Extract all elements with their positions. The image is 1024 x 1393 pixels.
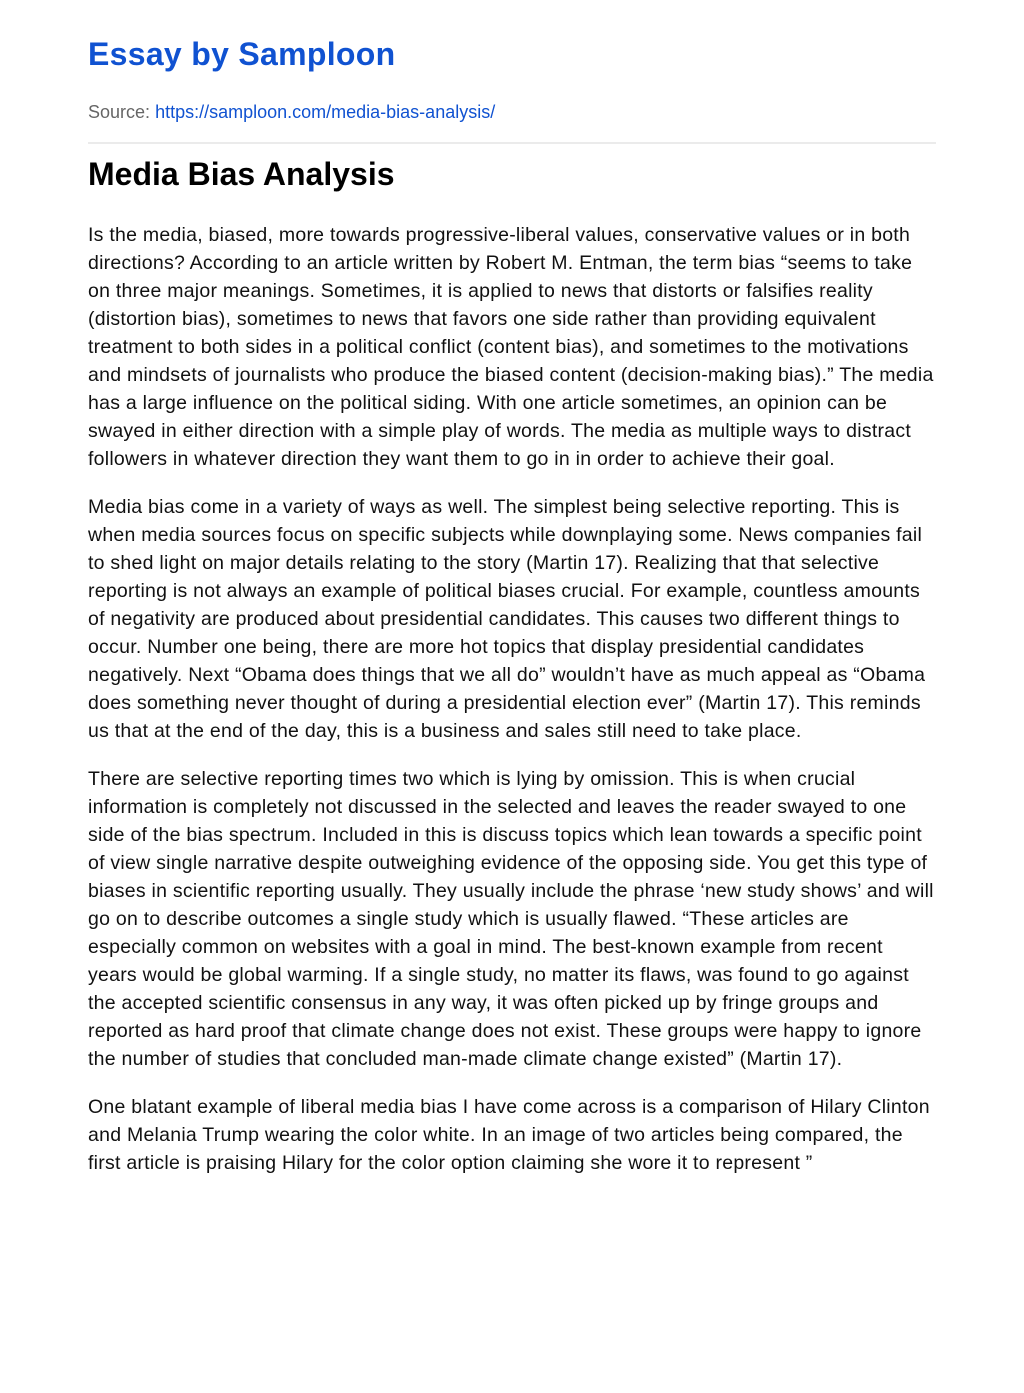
essay-body bbox=[88, 221, 936, 1197]
source-link[interactable]: https://samploon.com/media-bias-analysis/ bbox=[155, 102, 496, 122]
divider bbox=[88, 142, 936, 144]
paragraph: One blatant example of liberal media bias I have come across is a comparison of Hilary Clinton and Melania Trump wearing the color white. In an image of two articles being compared, the first article is praising Hilary for the color option claiming she wore it to represent ” bbox=[88, 1096, 930, 1174]
source-label: Source: bbox=[88, 102, 151, 122]
essay-title: Media Bias Analysis bbox=[88, 156, 395, 192]
paragraph: There are selective reporting times two which is lying by omission. This is when crucial information is completely not discussed in the selected and leaves the reader swayed to one side of the bias spectrum. Included in this is discuss topics which lean towards a specific point of view single narrative despite outweighing evidence of the opposing side. You get this type of biases in scientific reporting usually. They usually include the phrase ‘new study shows’ and will go on to describe outcomes a single study which is usually flawed. “These articles are especially common on websites with a goal in mind. The best-known example from recent years would be global warming. If a single study, no matter its flaws, was found to go against the accepted scientific consensus in any way, it was often picked up by fringe groups and reported as hard proof that climate change does not exist. These groups were happy to ignore the number of studies that concluded man-made climate change existed” (Martin 17). bbox=[88, 768, 934, 1070]
paragraph: Is the media, biased, more towards progressive-liberal values, conservative values or in both directions? According to an article written by Robert M. Entman, the term bias “seems to take on three major meanings. Sometimes, it is applied to news that distorts or falsifies reality (distortion bias), sometimes to news that favors one side rather than providing equivalent treatment to both sides in a political conflict (content bias), and sometimes to the motivations and mindsets of journalists who produce the biased content (decision-making bias).” The media has a large influence on the political siding. With one article sometimes, an opinion can be swayed in either direction with a simple play of words. The media as multiple ways to distract followers in whatever direction they want them to go in in order to achieve their goal. bbox=[88, 224, 934, 470]
paragraph: Media bias come in a variety of ways as well. The simplest being selective reporting. This is when media sources focus on specific subjects while downplaying some. News companies fail to shed light on major details relating to the story (Martin 17). Realizing that that selective reporting is not always an example of political biases crucial. For example, countless amounts of negativity are produced about presidential candidates. This causes two different things to occur. Number one being, there are more hot topics that display presidential candidates negatively. Next “Obama does things that we all do” wouldn’t have as much appeal as “Obama does something never thought of during a presidential election ever” (Martin 17). This reminds us that at the end of the day, this is a business and sales still need to take place. bbox=[88, 496, 926, 742]
source-line bbox=[88, 102, 495, 123]
brand-title: Essay by Samploon bbox=[88, 36, 396, 72]
